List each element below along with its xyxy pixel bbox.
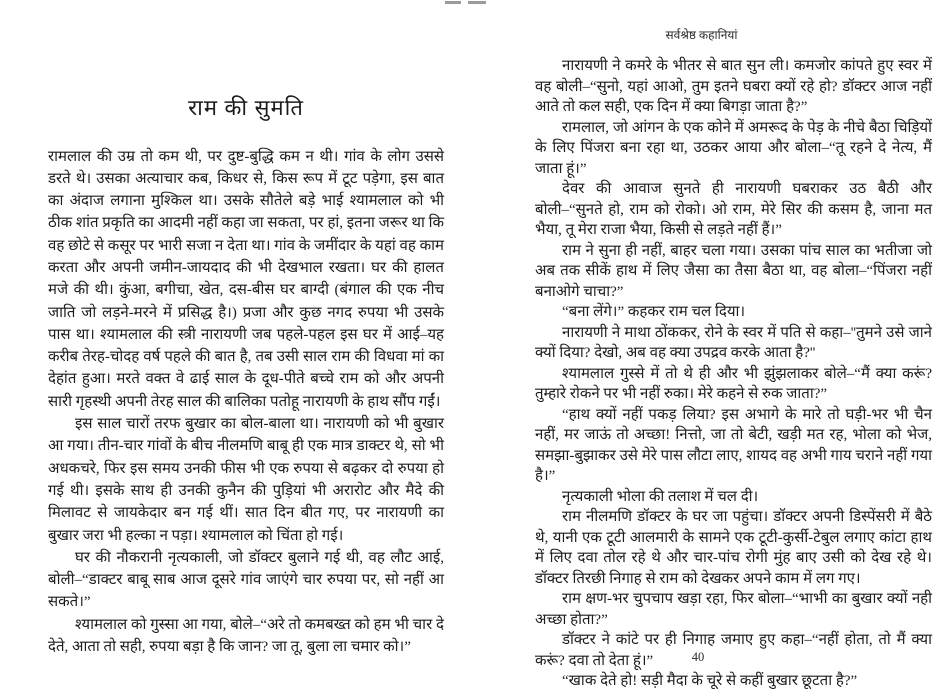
paragraph: राम नीलमणि डॉक्टर के घर जा पहुंचा। डॉक्टर अपनी डिस्पेंसरी में बैठे थे, यानी एक टूटी आलमारी के सामने एक टूटी-कुर्सी-टेबुल लगाए कांटा हाथ में लिए दवा तोल रहे थे और चार-पांच रोगी मुंह बाए उसी को देख रहे थे। डॉक्टर तिरछी निगाह से राम को देखकर अपने काम में लग गए। — [535, 509, 932, 587]
running-header: सर्वश्रेष्ठ कहानियां — [665, 28, 738, 42]
paragraph: घर की नौकरानी नृत्यकाली, जो डॉक्टर बुलाने गई थी, वह लौट आई, बोली–“डाक्टर बाबू साब आज दूसरे गांव जाएंगे चार रुपया पर, सो नहीं आ सकते।” — [48, 549, 444, 611]
paragraph: डॉक्टर ने कांटे पर ही निगाह जमाए हुए कहा–“नहीं होता, तो मैं क्या करूं? दवा तो देता हूं।” — [535, 632, 932, 669]
paragraph: राम ने सुना ही नहीं, बाहर चला गया। उसका पांच साल का भतीजा जो अब तक सीकें हाथ में लिए जैसा का तैसा बैठा था, वह बोला–“पिंजरा नहीं बनाओगे चाचा?” — [535, 242, 932, 300]
left-page — [48, 94, 444, 658]
paragraph: नारायणी ने कमरे के भीतर से बात सुन ली। कमजोर कांपते हुए स्वर में वह बोली–“सुनो, यहां आओ, तुम इतने घबरा क्यों रहे हो? डॉक्टर आज नहीं आते तो कल सही, एक दिन में क्या बिगड़ा जाता है?” — [535, 58, 932, 115]
top-edge-mark-left — [445, 1, 461, 4]
paragraph: “हाथ क्यों नहीं पकड़ लिया? इस अभागे के मारे तो घड़ी-भर भी चैन नहीं, मर जाऊं तो अच्छा! नित्तो, जा तो बेटी, खड़ी मत रह, भोला को भेज, समझा-बुझाकर उसे मेरे पास लौटा लाए, शायद वह अभी गाय चराने नहीं गया है।” — [535, 406, 932, 484]
paragraph: नृत्यकाली भोला की तलाश में चल दी। — [562, 488, 759, 505]
paragraph: श्यामलाल को गुस्सा आ गया, बोले–“अरे तो कमबख्त को हम भी चार दे देते, आता तो सही, रुपया बड़ा है कि जान? जा तू, बुला ला चमार को।” — [48, 616, 444, 656]
paragraph: इस साल चारों तरफ बुखार का बोल-बाला था। नारायणी को भी बुखार आ गया। तीन-चार गांवों के बीच नीलमणि बाबू ही एक मात्र डाक्टर थे, सो भी अधकचरे, फिर इस समय उनकी फीस भी एक रुपया से बढ़कर दो रुपया हो गई थी। इसके साथ ही उनकी कुनैन की पुड़ियां भी अरारोट और मैदे की मिलावट से जायकेदार बन गई थीं। सात दिन बीत गए, पर नारायणी का बुखार जरा भी हल्का न पड़ा। श्यामलाल को चिंता हो गई। — [48, 416, 444, 544]
story-title: राम की सुमति — [188, 95, 304, 120]
paragraph: रामलाल, जो आंगन के एक कोने में अमरूद के पेड़ के नीचे बैठा चिड़ियों के लिए पिंजरा बना रहा था, उठकर आया और बोला–“तू रहने दे नेत्य, मैं जाता हूं।” — [535, 119, 932, 177]
paragraph: देवर की आवाज सुनते ही नारायणी घबराकर उठ बैठी और बोली–“सुनते हो, राम को रोको। ओ राम, मेरे सिर की कसम है, जाना मत भैया, तू मेरा राजा भैया, किसी से लड़ते नहीं हैं।” — [535, 181, 932, 238]
page-number: 40 — [691, 650, 705, 664]
top-edge-mark-right — [468, 1, 486, 4]
paragraph: “खाक देते हो! सड़ी मैदा के चूरे से कहीं बुखार छूटता है?” — [562, 673, 858, 689]
right-page — [535, 26, 932, 692]
paragraph: राम क्षण-भर चुपचाप खड़ा रहा, फिर बोला–“भाभी का बुखार क्यों नही अच्छा होता?” — [535, 591, 932, 628]
paragraph: “बना लेंगे।” कहकर राम चल दिया। — [562, 304, 746, 320]
paragraph: श्यामलाल गुस्से में तो थे ही और भी झुंझलाकर बोले–“मैं क्या करूं? तुम्हारे रोकने पर भी नहीं रुका। मेरे कहने से रुक जाता?” — [535, 365, 932, 402]
paragraph: नारायणी ने माथा ठोंककर, रोने के स्वर में पति से कहा–''तुमने उसे जाने क्यों दिया? देखो, अब वह क्या उपद्रव करके आता है?'' — [535, 324, 932, 361]
paragraph: रामलाल की उम्र तो कम थी, पर दुष्ट-बुद्धि कम न थी। गांव के लोग उससे डरते थे। उसका अत्याचार कब, किधर से, किस रूप में टूट पड़ेगा, इस बात का अंदाज लगाना मुश्किल था। उसके सौतेले बड़े भाई श्यामलाल को भी ठीक शांत प्रकृति का आदमी नहीं कहा जा सकता, पर हां, इतना जरूर था कि वह छोटे से कसूर पर भारी सजा न देता था। गांव के जमींदार के यहां वह काम करता और अपनी जमीन-जायदाद की भी देखभाल रखता। घर की हालत मजे की थी। कुंआ, बगीचा, खेत, दस-बीस घर बाग्दी (बंगाल की एक नीच जाति जो लड़ने-मरने में प्रसिद्ध है।) प्रजा और कुछ नगद रुपया भी उसके पास था। श्यामलाल की स्त्री नारायणी जब पहले-पहल इस घर में आई–यह करीब तेरह-चोदह वर्ष पहले की बात है, तब उसी साल राम की विधवा मां का देहांत हुआ। मरते वक्त वे ढाई साल के दूध-पीते बच्चे राम को और अपनी सारी गृहस्थी अपनी तेरह साल की बालिका पतोहू नारायणी के हाथ सौंप गईं। — [48, 148, 444, 410]
